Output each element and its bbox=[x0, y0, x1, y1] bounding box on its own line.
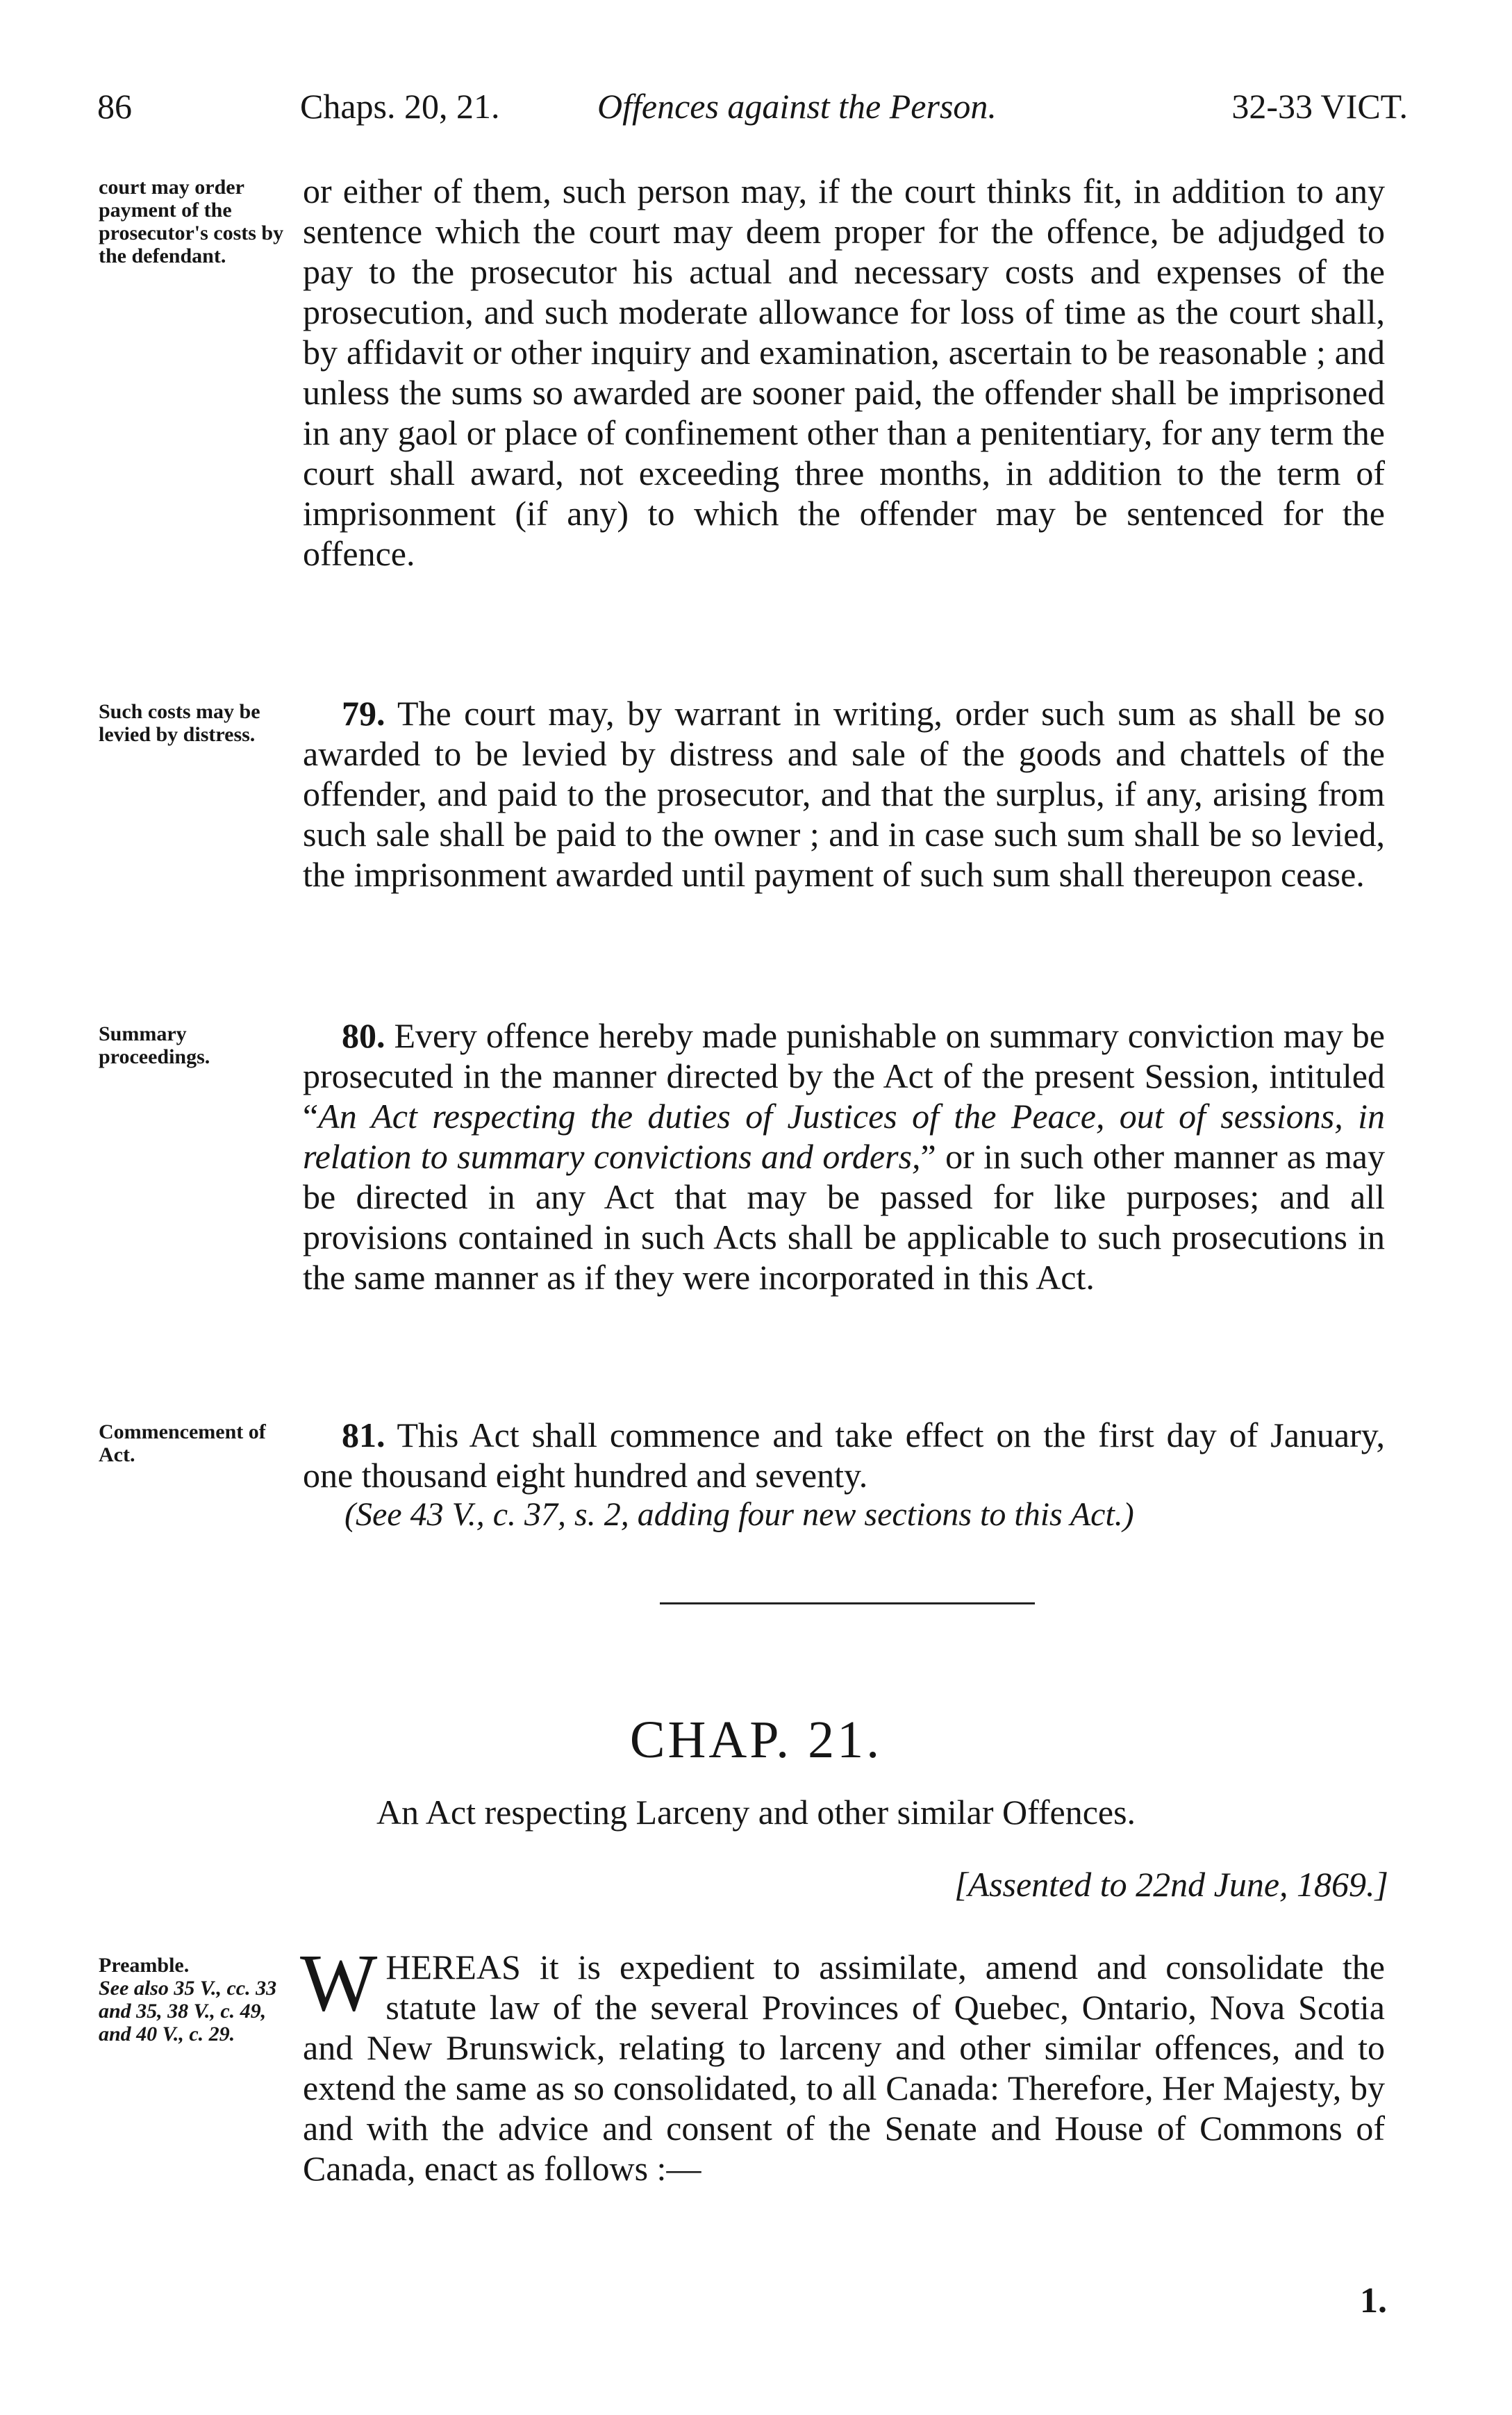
margin-note-commencement: Commencement of Act. bbox=[99, 1420, 266, 1466]
section-80-act-title: An Act respecting the duties of Justices of the Peace, out of sessions, in relation to summary convictions and orders, bbox=[303, 1097, 1385, 1176]
margin-note-distress: Such costs may be levied by distress. bbox=[99, 700, 260, 746]
preamble bbox=[300, 1937, 1385, 2189]
section-79-text: The court may, by warrant in writing, order such sum as shall be so awarded to be levied by distress and sale of the goods and chattels of the offender, and paid to the prosecutor, and that the surplus, if any, arising from such sale shall be paid to the owner ; and in case such sum shall be so levied, the imprisonment awarded until payment of such sum shall thereupon cease. bbox=[303, 694, 1385, 894]
catchword: 1. bbox=[1360, 2281, 1387, 2321]
section-81 bbox=[303, 1415, 1385, 1495]
assent-date: [Assented to 22nd June, 1869.] bbox=[954, 1865, 1388, 1904]
divider-rule bbox=[660, 1602, 1035, 1604]
margin-note-costs: court may order payment of the prosecutor's costs by the defendant. bbox=[99, 176, 284, 267]
section-80 bbox=[303, 1015, 1385, 1297]
header-regnal-year: 32-33 VICT. bbox=[1231, 87, 1408, 126]
header-chapters: Chaps. 20, 21. bbox=[300, 87, 500, 126]
header-title: Offences against the Person. bbox=[597, 87, 997, 126]
margin-note-summary: Summary proceedings. bbox=[99, 1022, 210, 1068]
section-80-text-b: ” or in such other manner as may be directed in any Act that may be passed for like purposes; and all provisions contained in such Acts shall be applicable to such prosecutions in the same manner as if they were incorporated in this Act. bbox=[303, 1137, 1386, 1297]
section-81-reference: (See 43 V., c. 37, s. 2, adding four new sections to this Act.) bbox=[344, 1496, 1134, 1533]
section-79 bbox=[303, 693, 1385, 895]
section-78-continuation: or either of them, such person may, if the court thinks fit, in addition to any sentence which the court may deem proper for the offence, be adjudged to pay to the prosecutor his actual and necessary costs and expenses of the prosecution, and such moderate allowance for loss of time as the court shall, by affidavit or other inquiry and examination, ascertain to be reasonable ; and unless the sums so awarded are sooner paid, the offender shall be imprisoned in any gaol or place of confinement other than a penitentiary, for any term the court shall award, not exceeding three months, in addition to the term of imprisonment (if any) to which the offender may be sentenced for the offence. bbox=[303, 172, 1385, 573]
section-79-number: 79. bbox=[342, 694, 385, 733]
preamble-label: Preamble. bbox=[99, 1954, 190, 1977]
section-81-number: 81. bbox=[342, 1416, 385, 1454]
act-title: An Act respecting Larceny and other similar Offences. bbox=[376, 1793, 1136, 1832]
section-80-number: 80. bbox=[342, 1016, 385, 1055]
preamble-text: HEREAS it is expedient to assimilate, amend and consolidate the statute law of the several Provinces of Quebec, Ontario, Nova Scotia and New Brunswick, relating to larceny and other similar offences, and to extend the same as so consolidated, to all Canada: Therefore, Her Majesty, by and with the advice and consent of the Senate and House of Commons of Canada, enact as follows :— bbox=[303, 1948, 1385, 2188]
margin-note-preamble bbox=[99, 1954, 300, 2045]
drop-cap: W bbox=[300, 1937, 378, 2028]
section-81-text: This Act shall commence and take effect on the first day of January, one thousand eight hundred and seventy. bbox=[303, 1416, 1385, 1495]
preamble-references: See also 35 V., cc. 33 and 35, 38 V., c. 49, and 40 V., c. 29. bbox=[99, 1977, 277, 2045]
chapter-heading: CHAP. 21. bbox=[629, 1711, 883, 1769]
page-number: 86 bbox=[97, 87, 132, 126]
section-80-text-a: Every offence hereby made punishable on summary conviction may be prosecuted in the manner directed by the Act of the present Session, intituled “ bbox=[303, 1016, 1386, 1136]
